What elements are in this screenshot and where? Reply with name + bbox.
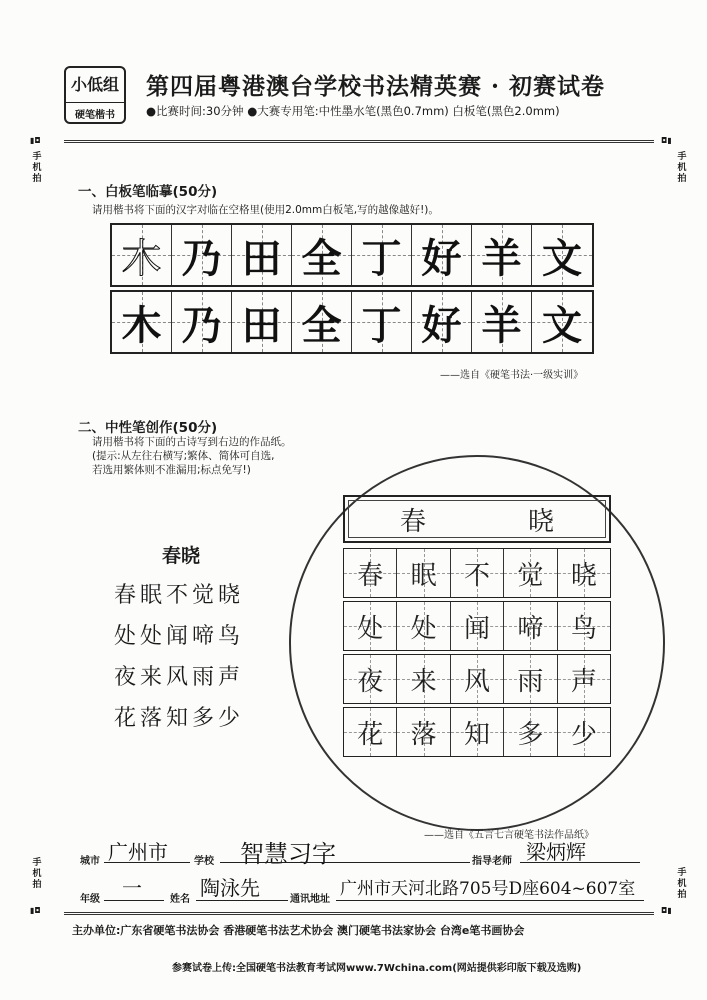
handwritten-char: 闻: [464, 613, 491, 644]
teacher-label: 指导老师: [472, 856, 512, 867]
city-label: 城市: [80, 856, 100, 867]
grade-label: 年级: [80, 894, 100, 905]
work-cell: [451, 602, 504, 650]
handwritten-char: 夜: [357, 666, 384, 697]
model-character: 全: [301, 235, 342, 282]
handwritten-char: 处: [410, 613, 437, 644]
work-cell: [344, 655, 397, 703]
work-cell: [504, 708, 557, 756]
copied-character: 好: [421, 302, 462, 349]
copy-grid-row-2: [110, 290, 594, 354]
work-cell: [397, 655, 450, 703]
copy-grid-row-1: [110, 223, 594, 287]
work-cell: [397, 708, 450, 756]
group-style: 硬笔楷书: [66, 102, 124, 121]
copy-cell: [172, 225, 232, 285]
section1-source: ——选自《硬笔书法·一级实训》: [440, 370, 584, 381]
work-grid-row: [343, 601, 611, 651]
page-subtitle: ●比赛时间:30分钟 ●大赛专用笔:中性墨水笔(黑色0.7mm) 白板笔(黑色2.0mm): [146, 104, 560, 118]
copied-character: 田: [241, 302, 282, 349]
camera-icon: ▮◘: [30, 136, 41, 145]
handwritten-char: 声: [570, 666, 597, 697]
section2-instruction-2: (提示:从左往右横写;繁体、简体可自选,: [92, 450, 275, 462]
model-character: 羊: [481, 235, 522, 282]
copy-cell: [292, 292, 352, 352]
model-character: 好: [421, 235, 462, 282]
work-grid: [343, 548, 611, 760]
upload-note: 参赛试卷上传:全国硬笔书法教育考试网www.7Wchina.com(网站提供彩印版下载及选购): [172, 963, 582, 974]
copied-character: 文: [542, 302, 582, 349]
model-character: 木: [121, 235, 162, 282]
handwritten-char: 雨: [517, 666, 544, 697]
address-label: 通讯地址: [290, 894, 330, 905]
work-cell: [558, 655, 610, 703]
work-grid-row: [343, 707, 611, 757]
work-cell: [397, 549, 450, 597]
work-cell: [344, 708, 397, 756]
school-underline: [220, 862, 470, 863]
section2-title: 二、中性笔创作(50分): [78, 420, 218, 436]
work-cell: [558, 708, 610, 756]
work-cell: [451, 655, 504, 703]
side-mark-top-left: 手机拍: [32, 152, 42, 184]
camera-icon: ◘▮: [661, 906, 672, 915]
section1-instruction: 请用楷书将下面的汉字对临在空格里(使用2.0mm白板笔,写的越像越好!)。: [92, 204, 439, 216]
model-character: 田: [241, 235, 282, 282]
copy-cell: [292, 225, 352, 285]
footer-divider: [64, 912, 654, 915]
section2-instruction-3: 若选用繁体则不准漏用;标点免写!): [92, 464, 251, 476]
work-cell: [344, 602, 397, 650]
name-underline: [196, 900, 288, 901]
grade-value: 一: [122, 876, 142, 900]
section1-title: 一、白板笔临摹(50分): [78, 184, 218, 200]
side-mark-bottom-right: 手机拍: [677, 868, 687, 900]
poem-line: 夜来风雨声: [114, 665, 245, 690]
handwritten-char: 知: [464, 719, 491, 750]
poem-title: 春晓: [162, 545, 201, 567]
address-underline: [336, 900, 644, 901]
copied-character: 全: [301, 302, 342, 349]
copied-character: 木: [121, 302, 162, 349]
handwritten-char: 鸟: [570, 613, 597, 644]
name-value: 陶泳先: [200, 876, 260, 900]
organizers: 主办单位:广东省硬笔书法协会 香港硬笔书法艺术协会 澳门硬笔书法家协会 台湾e笔书画协会: [72, 924, 525, 937]
handwritten-char: 落: [410, 719, 437, 750]
work-grid-row: [343, 654, 611, 704]
group-badge: [64, 66, 126, 124]
grade-underline: [104, 900, 164, 901]
handwritten-char: 春: [357, 560, 384, 591]
poem-line: 花落知多少: [114, 706, 245, 731]
handwritten-char: 风: [464, 666, 491, 697]
side-mark-top-right: 手机拍: [677, 152, 687, 184]
copy-cell: [532, 292, 592, 352]
handwritten-char: 啼: [517, 613, 544, 644]
handwritten-char: 处: [357, 613, 384, 644]
copied-character: 丁: [361, 302, 402, 349]
section2-instruction-1: 请用楷书将下面的古诗写到右边的作品纸。: [92, 436, 292, 448]
handwritten-char: 多: [517, 719, 544, 750]
work-cell: [344, 549, 397, 597]
handwritten-char: 来: [410, 666, 437, 697]
name-label: 姓名: [170, 894, 190, 905]
handwritten-char: 眠: [410, 560, 437, 591]
model-character: 乃: [181, 235, 222, 282]
city-value: 广州市: [108, 840, 168, 864]
city-underline: [104, 862, 190, 863]
camera-icon: ▮◘: [30, 906, 41, 915]
work-cell: [558, 549, 610, 597]
copy-cell: [172, 292, 232, 352]
group-label: 小低组: [70, 75, 119, 94]
camera-icon: ◘▮: [661, 136, 672, 145]
copy-cell: [412, 225, 472, 285]
page-title: 第四届粤港澳台学校书法精英赛 · 初赛试卷: [146, 73, 606, 100]
work-cell: [397, 602, 450, 650]
copied-character: 乃: [181, 302, 222, 349]
work-cell: [451, 549, 504, 597]
address-value: 广州市天河北路705号D座604~607室: [340, 879, 636, 899]
copy-cell: [352, 292, 412, 352]
copy-cell: [412, 292, 472, 352]
section2-source: ——选自《五言七言硬笔书法作品纸》: [424, 830, 594, 841]
copy-cell: [112, 225, 172, 285]
copy-cell: [112, 292, 172, 352]
copy-cell: [352, 225, 412, 285]
handwritten-char: 觉: [517, 560, 544, 591]
copy-cell: [232, 292, 292, 352]
work-cell: [504, 602, 557, 650]
copy-cell: [232, 225, 292, 285]
copy-cell: [472, 225, 532, 285]
handwritten-title-char: 晓: [527, 506, 554, 537]
work-cell: [451, 708, 504, 756]
work-cell: [558, 602, 610, 650]
work-cell: [504, 655, 557, 703]
teacher-underline: [520, 862, 640, 863]
copy-cell: [532, 225, 592, 285]
copied-character: 羊: [481, 302, 522, 349]
work-grid-row: [343, 548, 611, 598]
handwritten-char: 晓: [570, 560, 597, 591]
copy-cell: [472, 292, 532, 352]
teacher-value: 梁炳辉: [526, 840, 586, 864]
poem-line: 春眠不觉晓: [114, 583, 245, 608]
school-label: 学校: [194, 856, 214, 867]
handwritten-title-char: 春: [399, 506, 426, 537]
header-divider: [64, 140, 654, 143]
side-mark-bottom-left: 手机拍: [32, 858, 42, 890]
work-cell: [504, 549, 557, 597]
work-title-box: [343, 495, 611, 543]
handwritten-char: 花: [357, 719, 384, 750]
school-value: 智慧习字: [240, 840, 336, 868]
model-character: 文: [542, 235, 582, 282]
handwritten-char: 少: [570, 719, 597, 750]
handwritten-char: 不: [464, 560, 491, 591]
poem-line: 处处闻啼鸟: [114, 624, 245, 649]
model-character: 丁: [361, 235, 402, 282]
